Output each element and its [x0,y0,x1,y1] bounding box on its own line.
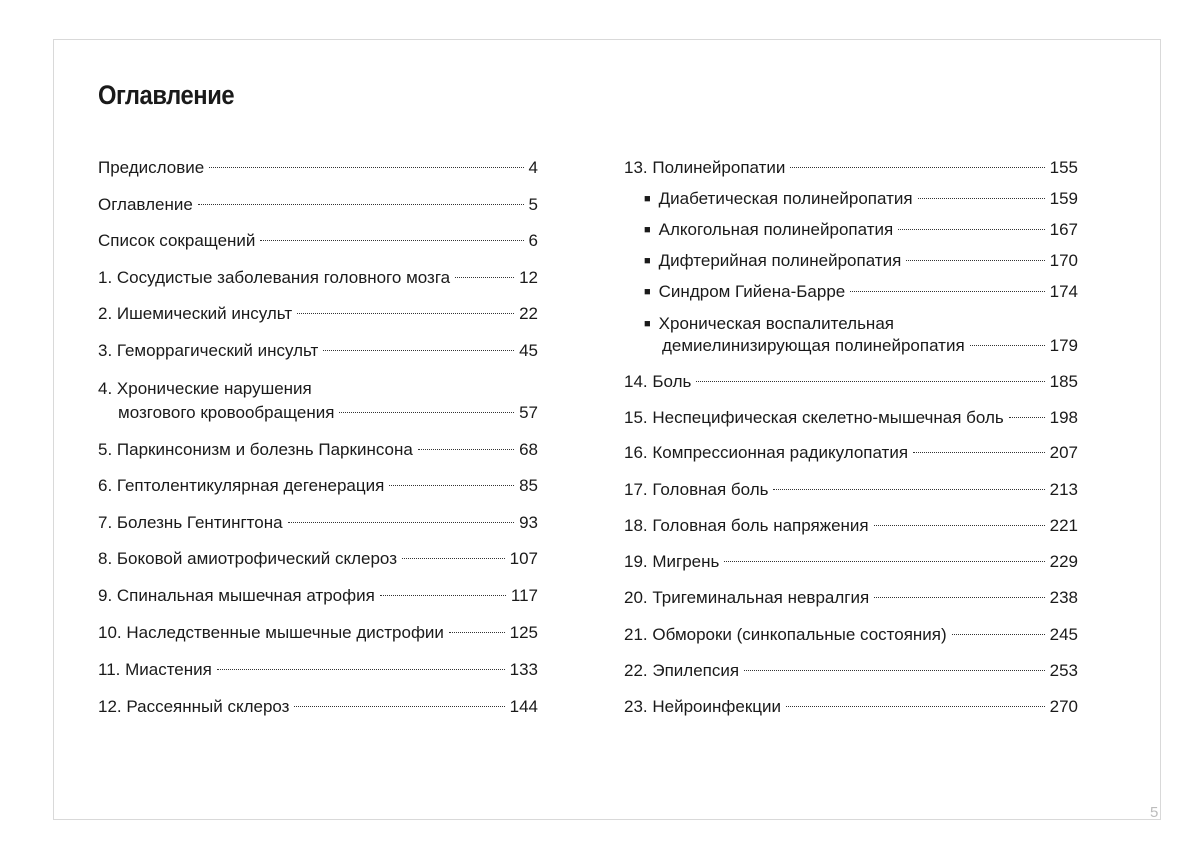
toc-entry[interactable] [98,696,538,718]
toc-subentry[interactable] [644,281,1078,305]
toc-entry[interactable] [98,512,538,534]
toc-subentry[interactable] [644,250,1078,274]
toc-entry[interactable] [624,515,1078,537]
toc-entry-page: 229 [1049,552,1078,571]
dot-leader [744,670,1045,671]
toc-entry-page: 93 [519,513,538,532]
toc-entry[interactable] [624,479,1078,501]
toc-entry[interactable] [118,402,538,424]
dot-leader [288,522,515,523]
dot-leader [402,558,505,559]
toc-entry-label: Оглавление [98,195,193,214]
toc-entry-label: 18. Головная боль напряжения [624,516,869,535]
toc-entry-label: 22. Эпилепсия [624,661,740,680]
toc-entry-label: 1. Сосудистые заболевания головного мозга [98,268,451,287]
dot-leader [198,204,524,205]
dot-leader [906,260,1044,261]
toc-entry-page: 107 [509,549,538,568]
toc-entry-label: Список сокращений [98,231,256,250]
toc-entry-page: 185 [1049,372,1078,391]
toc-entry-label: 13. Полинейропатии [624,158,786,177]
dot-leader [724,561,1044,562]
toc-entry[interactable] [98,230,538,252]
toc-entry-label: 3. Геморрагический инсульт [98,341,319,360]
toc-entry[interactable] [98,439,538,461]
toc-entry-label: Предисловие [98,158,205,177]
toc-entry[interactable] [98,622,538,644]
toc-entry-label: ■ Дифтерийная полинейропатия [644,250,901,274]
toc-subentry[interactable] [662,335,1078,357]
toc-entry-page: 68 [519,440,538,459]
toc-entry-label: 23. Нейроинфекции [624,697,781,716]
toc-entry-label: 14. Боль [624,372,692,391]
toc-entry-page: 6 [528,231,538,250]
toc-entry-page: 133 [509,660,538,679]
toc-entry-page: 45 [519,341,538,360]
toc-entry-page: 12 [519,268,538,287]
dot-leader [786,706,1045,707]
toc-entry-label: 7. Болезнь Гентингтона [98,513,283,532]
toc-entry-page: 22 [519,304,538,323]
dot-leader [850,291,1044,292]
toc-entry-page: 167 [1049,220,1078,239]
toc-entry-label: ■ Синдром Гийена-Барре [644,281,845,305]
toc-entry-page: 245 [1049,625,1078,644]
toc-entry-page: 179 [1049,336,1078,355]
toc-subentry[interactable] [644,188,1078,212]
dot-leader [898,229,1044,230]
toc-entry-page: 174 [1049,282,1078,301]
toc-entry-label: ■ Алкогольная полинейропатия [644,219,893,243]
dot-leader [918,198,1045,199]
toc-entry[interactable] [98,267,538,289]
toc-entry-page: 5 [528,195,538,214]
toc-entry[interactable] [624,660,1078,682]
toc-entry[interactable] [98,475,538,497]
toc-entry-label: 8. Боковой амиотрофический склероз [98,549,397,568]
toc-entry-label: 11. Миастения [98,660,212,679]
toc-entry-page: 117 [510,586,538,605]
toc-entry-label: 9. Спинальная мышечная атрофия [98,586,375,605]
toc-entry-label: 2. Ишемический инсульт [98,304,293,323]
toc-entry[interactable] [624,407,1078,429]
dot-leader [297,313,514,314]
dot-leader [455,277,514,278]
toc-entry[interactable] [624,551,1078,573]
dot-leader [1009,417,1045,418]
toc-entry[interactable] [98,548,538,570]
toc-entry-page: 159 [1049,189,1078,208]
toc-entry-page: 221 [1049,516,1078,535]
toc-entry-label: 10. Наследственные мышечные дистрофии [98,623,444,642]
toc-entry-label: 21. Обмороки (синкопальные состояния) [624,625,947,644]
toc-entry-label: мозгового кровообращения [118,403,335,422]
dot-leader [217,669,505,670]
toc-entry-label: 17. Головная боль [624,480,769,499]
toc-subentry[interactable] [644,219,1078,243]
dot-leader [380,595,506,596]
dot-leader [773,489,1044,490]
toc-entry[interactable] [624,371,1078,393]
toc-entry-page: 253 [1049,661,1078,680]
toc-entry-page: 125 [509,623,538,642]
toc-entry-label: 20. Тригеминальная невралгия [624,588,870,607]
toc-entry-label: демиелинизирующая полинейропатия [662,336,965,355]
dot-leader [874,597,1044,598]
dot-leader [260,240,523,241]
toc-entry-page: 238 [1049,588,1078,607]
toc-entry-page: 57 [519,403,538,422]
dot-leader [696,381,1044,382]
dot-leader [952,634,1045,635]
toc-entry[interactable] [624,624,1078,646]
toc-entry[interactable] [98,194,538,216]
dot-leader [209,167,523,168]
toc-entry-label: 6. Гептолентикулярная дегенерация [98,476,385,495]
toc-entry-label: 19. Мигрень [624,552,720,571]
toc-entry[interactable] [624,157,1078,179]
dot-leader [790,167,1044,168]
dot-leader [323,350,514,351]
toc-entry-label: 12. Рассеянный склероз [98,697,290,716]
toc-entry[interactable] [624,587,1078,609]
dot-leader [418,449,514,450]
toc-entry-page: 198 [1049,408,1078,427]
toc-subentry-label-line1: ■ Хроническая воспалительная [644,313,894,337]
toc-entry-page: 270 [1049,697,1078,716]
dot-leader [970,345,1045,346]
dot-leader [389,485,514,486]
toc-entry[interactable] [98,659,538,681]
dot-leader [874,525,1045,526]
toc-entry-label: 5. Паркинсонизм и болезнь Паркинсона [98,440,413,459]
page-number: 5 [1150,804,1159,821]
dot-leader [913,452,1045,453]
toc-entry-page: 155 [1049,158,1078,177]
toc-entry-label: ■ Диабетическая полинейропатия [644,188,913,212]
toc-entry-page: 170 [1049,251,1078,270]
dot-leader [339,412,514,413]
page-title: Оглавление [98,80,235,110]
dot-leader [449,632,505,633]
toc-entry-page: 4 [528,158,538,177]
toc-entry[interactable] [624,442,1078,464]
toc-entry-label-line1: 4. Хронические нарушения [98,379,312,398]
toc-entry-label: 15. Неспецифическая скелетно-мышечная боль [624,408,1004,427]
dot-leader [294,706,504,707]
toc-entry-page: 213 [1049,480,1078,499]
toc-entry[interactable] [98,303,538,325]
toc-entry[interactable] [98,585,538,607]
toc-entry[interactable] [98,157,538,179]
toc-entry-page: 85 [519,476,538,495]
toc-entry-label: 16. Компрессионная радикулопатия [624,443,909,462]
toc-entry[interactable] [98,340,538,362]
toc-entry-page: 144 [509,697,538,716]
toc-entry-page: 207 [1049,443,1078,462]
toc-entry[interactable] [624,696,1078,718]
